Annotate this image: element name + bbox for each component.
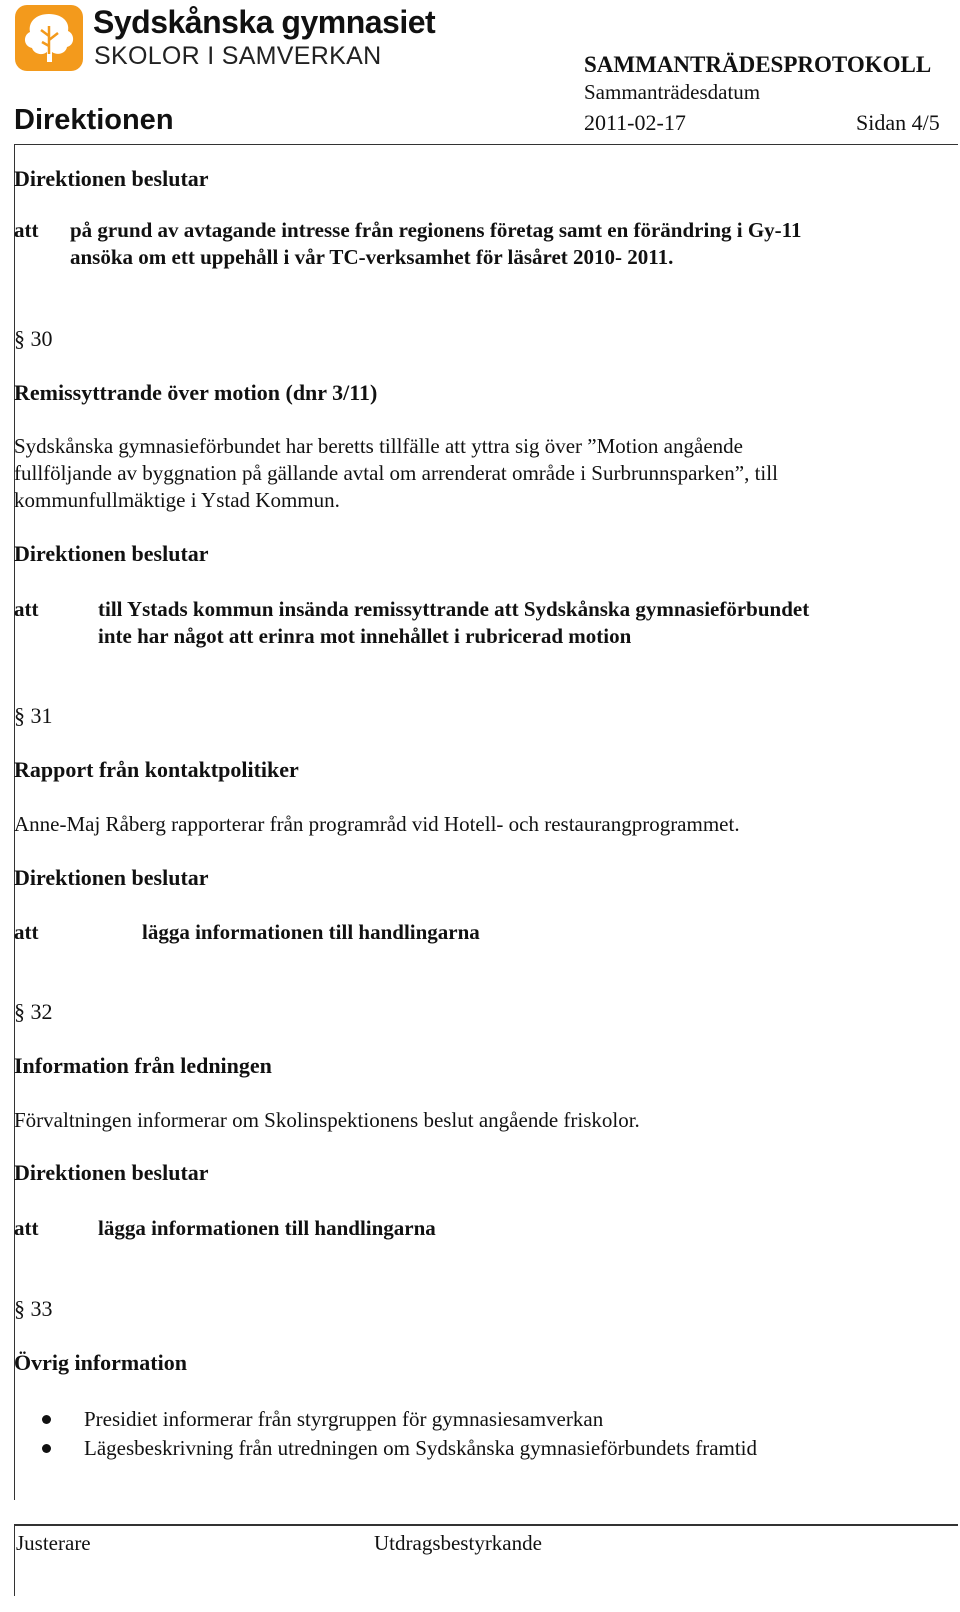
board-name: Direktionen (14, 104, 174, 136)
decision-text: inte har något att erinra mot innehållet i rubricerad motion (98, 624, 632, 648)
att-label: att (14, 1216, 39, 1240)
att-label: att (14, 597, 39, 621)
section-body-line: Sydskånska gymnasieförbundet har beretts tillfälle att yttra sig över ”Motion angående (14, 434, 743, 458)
bullet-icon (42, 1444, 51, 1453)
att-label: att (14, 218, 39, 242)
section-body-line: Anne-Maj Råberg rapporterar från programråd vid Hotell- och restaurangprogrammet. (14, 812, 740, 836)
section-number: § 32 (14, 999, 53, 1024)
section-title: Information från ledningen (14, 1053, 272, 1078)
section-number: § 30 (14, 326, 53, 351)
list-item (14, 1434, 914, 1463)
footer-divider (14, 1524, 958, 1526)
bullet-text: Lägesbeskrivning från utredningen om Sydskånska gymnasieförbundets framtid (84, 1436, 758, 1460)
bullet-icon (42, 1415, 51, 1424)
section-title: Remissyttrande över motion (dnr 3/11) (14, 380, 378, 405)
page-number: Sidan 4/5 (856, 110, 940, 135)
decision-text: till Ystads kommun insända remissyttrande att Sydskånska gymnasieförbundet (98, 597, 810, 621)
decision-heading: Direktionen beslutar (14, 865, 209, 890)
header-divider (14, 144, 958, 145)
info-bullet-list (14, 1405, 914, 1463)
section-body-line: Förvaltningen informerar om Skolinspektionens beslut angående friskolor. (14, 1108, 640, 1132)
utdragsbestyrkande-label: Utdragsbestyrkande (374, 1531, 542, 1555)
section-title: Rapport från kontaktpolitiker (14, 757, 299, 782)
meeting-date: 2011-02-17 (584, 110, 686, 135)
decision-heading: Direktionen beslutar (14, 541, 209, 566)
brand-tagline: SKOLOR I SAMVERKAN (94, 42, 382, 70)
section-number: § 31 (14, 703, 53, 728)
brand-name: Sydskånska gymnasiet (93, 4, 436, 40)
decision-text: lägga informationen till handlingarna (142, 920, 480, 944)
decision-text: ansöka om ett uppehåll i vår TC-verksamhet för läsåret 2010- 2011. (70, 245, 674, 269)
justerare-label: Justerare (16, 1531, 91, 1555)
list-item (14, 1405, 914, 1434)
footer-left-rule (14, 1526, 15, 1596)
section-body-line: fullföljande av byggnation på gällande avtal om arrenderat område i Surbrunnsparken”, till (14, 461, 778, 485)
decision-heading: Direktionen beslutar (14, 1160, 209, 1185)
tree-logo-icon (14, 4, 84, 72)
att-label: att (14, 920, 39, 944)
decision-heading: Direktionen beslutar (14, 166, 209, 191)
decision-text: på grund av avtagande intresse från regionens företag samt en förändring i Gy-11 (70, 218, 802, 242)
meeting-date-label: Sammanträdesdatum (584, 80, 761, 104)
section-title: Övrig information (14, 1350, 187, 1375)
section-number: § 33 (14, 1296, 53, 1321)
document-type: SAMMANTRÄDESPROTOKOLL (584, 52, 932, 77)
decision-text: lägga informationen till handlingarna (98, 1216, 436, 1240)
bullet-text: Presidiet informerar från styrgruppen för gymnasiesamverkan (84, 1407, 604, 1431)
section-body-line: kommunfullmäktige i Ystad Kommun. (14, 488, 340, 512)
